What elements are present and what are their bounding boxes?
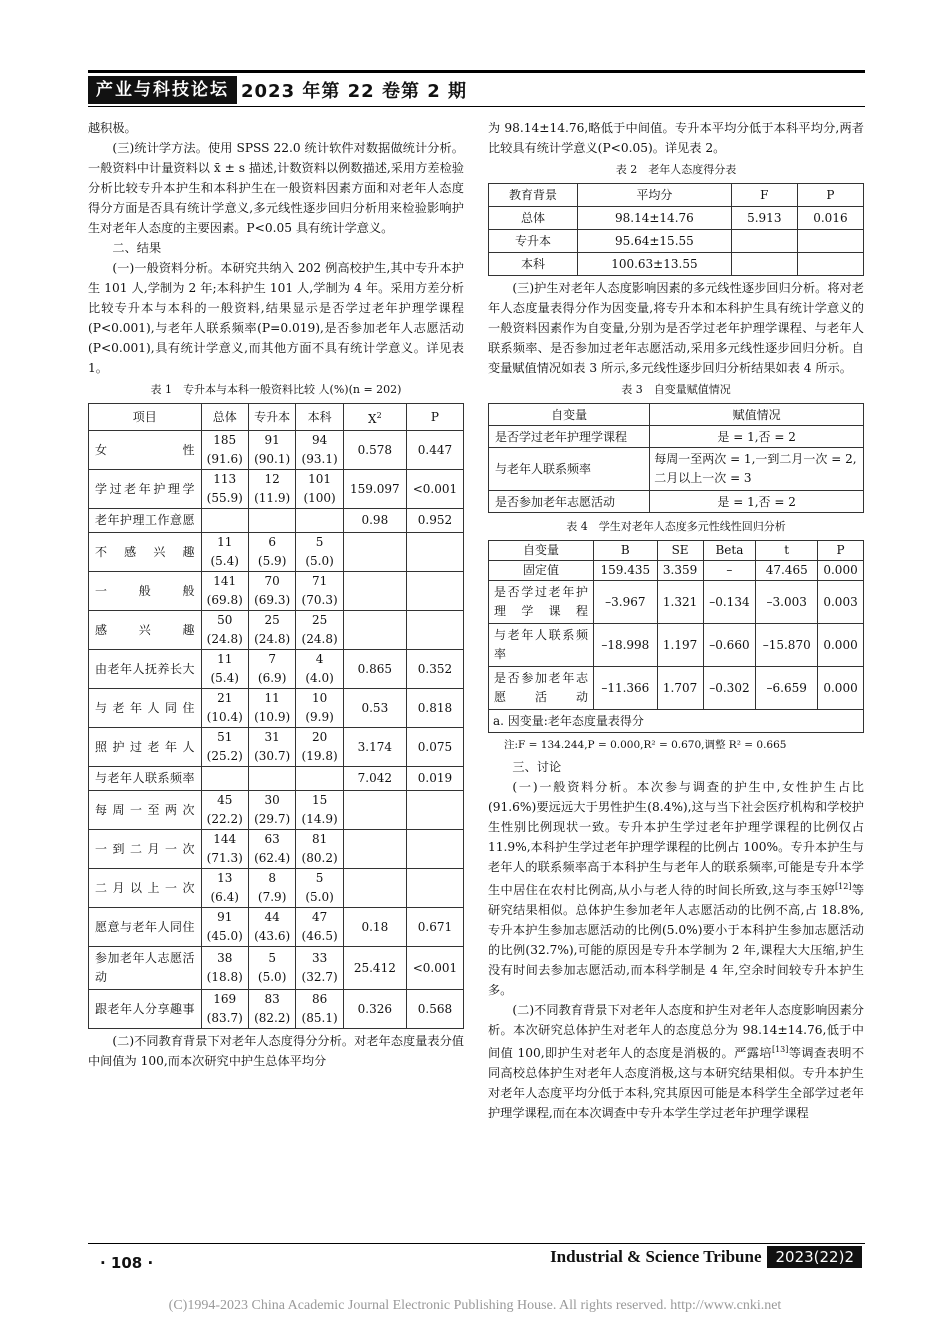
cell: –6.659: [756, 667, 818, 710]
cell: 0.53: [343, 689, 406, 728]
cell: 20 (19.8): [296, 728, 343, 767]
cell: 是否学过老年护理学课程: [489, 426, 650, 448]
cell: [201, 509, 248, 533]
row-label: 跟老年人分享趣事: [89, 990, 202, 1029]
cell: 0.18: [343, 908, 406, 947]
table-row: [89, 869, 464, 908]
row-label: 是否参加老年志愿活动: [489, 667, 594, 710]
table3-caption: 表 3 自变量赋值情况: [621, 383, 731, 396]
cell: 159.097: [343, 470, 406, 509]
cell: 1.197: [657, 624, 703, 667]
table-row: [489, 561, 864, 581]
cell: 47 (46.5): [296, 908, 343, 947]
header-top-rule: [88, 70, 865, 73]
table-row: [89, 990, 464, 1029]
cell: 0.671: [406, 908, 463, 947]
cell: [731, 230, 797, 253]
row-label: 愿意与老年人同住: [89, 908, 202, 947]
table-row: [489, 491, 864, 513]
table2-caption: 表 2 老年人态度得分表: [615, 163, 737, 176]
cell: 7.042: [343, 767, 406, 791]
cell: 113 (55.9): [201, 470, 248, 509]
table-header: 专升本: [248, 404, 295, 431]
table-header: P: [406, 404, 463, 431]
cell: 159.435: [594, 561, 658, 581]
cell: 7 (6.9): [248, 650, 295, 689]
cell: [248, 509, 295, 533]
table-header: 平均分: [578, 184, 732, 207]
table-row: [89, 431, 464, 470]
cell: 15 (14.9): [296, 791, 343, 830]
cell: 33 (32.7): [296, 947, 343, 990]
cell: 0.352: [406, 650, 463, 689]
cell: 44 (43.6): [248, 908, 295, 947]
cell: [797, 253, 863, 276]
cell: 91 (45.0): [201, 908, 248, 947]
cell: [296, 509, 343, 533]
cell: 3.359: [657, 561, 703, 581]
cell: [406, 572, 463, 611]
cell: 141 (69.8): [201, 572, 248, 611]
cell: 25.412: [343, 947, 406, 990]
paragraph: 为 98.14±14.76,略低于中间值。专升本平均分低于本科平均分,两者比较具有统计学意义(P<0.05)。详见表 2。: [488, 121, 864, 155]
cell: 0.568: [406, 990, 463, 1029]
paragraph: [488, 1000, 864, 1123]
cell: [343, 830, 406, 869]
table-row: [489, 667, 864, 710]
row-label: 老年护理工作意愿: [89, 509, 202, 533]
cell: [406, 791, 463, 830]
cell: 0.016: [797, 207, 863, 230]
cell: 45 (22.2): [201, 791, 248, 830]
copyright-watermark: (C)1994-2023 China Academic Journal Electronic Publishing House. All rights reserved. http://www.cnki.net: [168, 1298, 782, 1313]
citation[interactable]: [13]: [771, 1045, 789, 1055]
cell: 50 (24.8): [201, 611, 248, 650]
table-header: 自变量: [489, 541, 594, 561]
cell: 38 (18.8): [201, 947, 248, 990]
cell: 1.321: [657, 581, 703, 624]
journal-issue: 2023 年第 22 卷第 2 期: [241, 81, 468, 102]
row-label: 不感兴趣: [89, 533, 202, 572]
cell: 100.63±13.55: [578, 253, 732, 276]
table-row: [89, 947, 464, 990]
cell: 5.913: [731, 207, 797, 230]
table-header: 赋值情况: [650, 404, 864, 426]
table-header: P: [797, 184, 863, 207]
table-row: [89, 572, 464, 611]
journal-english-name: Industrial & Science Tribune: [550, 1247, 762, 1266]
table-row: [89, 509, 464, 533]
cell: 3.174: [343, 728, 406, 767]
cell: 5 (5.0): [248, 947, 295, 990]
footer-journal: [550, 1246, 862, 1268]
cell: 95.64±15.55: [578, 230, 732, 253]
cell: 81 (80.2): [296, 830, 343, 869]
cell: 83 (82.2): [248, 990, 295, 1029]
table-row: [89, 611, 464, 650]
cell: 0.578: [343, 431, 406, 470]
cell: 4 (4.0): [296, 650, 343, 689]
table1-caption: 表 1 专升本与本科一般资料比较 人(%)(n = 202): [150, 383, 402, 396]
footer-rule: [88, 1243, 865, 1244]
cell: 0.952: [406, 509, 463, 533]
cell: [797, 230, 863, 253]
cell: 98.14±14.76: [578, 207, 732, 230]
row-label: 固定值: [489, 561, 594, 581]
table1: [88, 403, 464, 1029]
journal-brand: 产业与科技论坛: [88, 76, 237, 104]
cell: 本科: [489, 253, 578, 276]
cell: [406, 830, 463, 869]
cell: –11.366: [594, 667, 658, 710]
cell: 10 (9.9): [296, 689, 343, 728]
table-row: [489, 253, 864, 276]
cell: 0.98: [343, 509, 406, 533]
paragraph: (一)一般资料分析。本研究共纳入 202 例高校护生,其中专升本护生 101 人,学制为 2 年;本科护生 101 人,学制为 4 年。采用方差分析比较专升本与本科的一般资料,结果显示是否学过老年护理学课程(P<0.001),与老年人联系频率(P=0.019),是否参加老年人志愿活动(P<0.001),具有统计学意义,而其他方面不具有统计学意义。详见表 1。: [88, 261, 464, 375]
row-label: 一到二月一次: [89, 830, 202, 869]
cell: 0.000: [818, 561, 864, 581]
row-label: 与老年人同住: [89, 689, 202, 728]
cell: 0.818: [406, 689, 463, 728]
text-span: 等调查表明不同高校总体护生对老年人态度消极,这与本研究结果相似。专升本护生对老年人态度平均分低于本科,究其原因可能是本科学生全部学过老年护理学课程,而在本次调查中专升本学生学过老年护理学课程: [488, 1046, 865, 1121]
table-row: [89, 533, 464, 572]
cell: 169 (83.7): [201, 990, 248, 1029]
cell: [406, 533, 463, 572]
cell: 21 (10.4): [201, 689, 248, 728]
cell: 94 (93.1): [296, 431, 343, 470]
cell: –: [703, 561, 756, 581]
table-row: [89, 470, 464, 509]
table-header: 总体: [201, 404, 248, 431]
cell: 144 (71.3): [201, 830, 248, 869]
table-row: [89, 728, 464, 767]
row-label: 是否学过老年护理学课程: [489, 581, 594, 624]
table-header: 项目: [89, 404, 202, 431]
row-label: 感兴趣: [89, 611, 202, 650]
cell: 71 (70.3): [296, 572, 343, 611]
cell: 与老年人联系频率: [489, 448, 650, 491]
cell: 30 (29.7): [248, 791, 295, 830]
cell: <0.001: [406, 947, 463, 990]
paragraph: 越积极。: [88, 121, 137, 135]
table-header: P: [818, 541, 864, 561]
section-heading: 二、结果: [112, 241, 162, 255]
table-row: [489, 448, 864, 491]
cell: 每周一至两次 = 1,一到二月一次 = 2,二月以上一次 = 3: [650, 448, 864, 491]
section-heading: 三、讨论: [512, 760, 562, 774]
cell: 是 = 1,否 = 2: [650, 491, 864, 513]
table-row: [89, 908, 464, 947]
cell: 0.447: [406, 431, 463, 470]
cell: 185 (91.6): [201, 431, 248, 470]
header-bottom-rule: [88, 106, 865, 107]
table-header: B: [594, 541, 658, 561]
cell: –0.302: [703, 667, 756, 710]
table-row: [489, 624, 864, 667]
row-label: 照护过老年人: [89, 728, 202, 767]
right-column: [488, 118, 864, 1123]
cell: 51 (25.2): [201, 728, 248, 767]
table-header: 本科: [296, 404, 343, 431]
text-span: (一)一般资料分析。本次参与调查的护生中,女性护生占比(91.6%)要远远大于男性护生(8.4%),这与当下社会医疗机构和学校护生性别比例现状一致。专升本护生学过老年护理学课程的比例仅占 11.9%,本科护生学过老年护理学课程的比例占 100%。专升本护生与老年人的联系频率高于本科护生与老年人的联系频率,可能是专升本学生中居住在农村比例高,从小与老人待的时间长所致,这与李玉婷: [488, 780, 864, 898]
paragraph: (三)统计学方法。使用 SPSS 22.0 统计软件对数据做统计分析。一般资料中计量资料以 x̄ ± s 描述,计数资料以例数描述,采用方差检验分析比较专升本护生和本科护生在一般资料因素方面和对老年人态度得分方面是否具有统计学意义,多元线性逐步回归分析用来检验影响护生对老年人态度的主要因素。P<0.05 具有统计学意义。: [88, 141, 464, 235]
row-label: 由老年人抚养长大: [89, 650, 202, 689]
cell: 0.865: [343, 650, 406, 689]
cell: [343, 611, 406, 650]
table-header: 教育背景: [489, 184, 578, 207]
cell: 8 (7.9): [248, 869, 295, 908]
text-span: 等研究结果相似。总体护生参加老年人志愿活动的比例不高,占 18.8%,专升本护生参加志愿活动的比例(5.0%)要小于本科护生参加志愿活动的比例(32.7%),可能的原因是专升本学制为 2 年,课程大大压缩,护生没有时间去参加志愿活动,而本科学制是 4 年,空余时间较专升本护生多。: [488, 883, 865, 998]
cell: 12 (11.9): [248, 470, 295, 509]
cell: –18.998: [594, 624, 658, 667]
row-label: 参加老年人志愿活动: [89, 947, 202, 990]
table2: [488, 183, 864, 276]
cell: –0.660: [703, 624, 756, 667]
cell: [343, 533, 406, 572]
table4: [488, 540, 864, 733]
table-header: t: [756, 541, 818, 561]
footer-issue: 2023(22)2: [767, 1246, 862, 1268]
cell: 91 (90.1): [248, 431, 295, 470]
cell: 专升本: [489, 230, 578, 253]
table-header: 自变量: [489, 404, 650, 426]
cell: 70 (69.3): [248, 572, 295, 611]
table-row: [489, 426, 864, 448]
cell: [731, 253, 797, 276]
table4-caption: 表 4 学生对老年人态度多元性线性回归分析: [566, 520, 786, 533]
cell: 63 (62.4): [248, 830, 295, 869]
row-label: 每周一至两次: [89, 791, 202, 830]
table-row: [489, 207, 864, 230]
cell: [343, 791, 406, 830]
row-label: 女性: [89, 431, 202, 470]
cell: 31 (30.7): [248, 728, 295, 767]
left-column: [88, 118, 464, 1071]
cell: 5 (5.0): [296, 533, 343, 572]
cell: 47.465: [756, 561, 818, 581]
row-label: 学过老年护理学: [89, 470, 202, 509]
cell: 0.075: [406, 728, 463, 767]
table-row: [89, 650, 464, 689]
table-row: [489, 581, 864, 624]
text-span: (二)不同教育背景下对老年人态度和护生对老年人态度影响因素分析。本次研究总体护生对老年人的态度总分为 98.14±14.76,低于中间值 100,即护生对老年人的态度是消极的。严露培: [488, 1003, 864, 1061]
paragraph: [488, 777, 864, 1000]
cell: 86 (85.1): [296, 990, 343, 1029]
table-footnote: a. 因变量:老年态度量表得分: [489, 710, 864, 733]
cell: 11 (5.4): [201, 533, 248, 572]
paragraph: (三)护生对老年人态度影响因素的多元线性逐步回归分析。将对老年人态度量表得分作为因变量,将专升本和本科护生具有统计学意义的一般资料因素作为自变量,分别为是否学过老年护理学课程、与老年人联系频率、是否参加过老年志愿活动,采用多元线性逐步回归分析。自变量赋值情况如表 3 所示,多元线性逐步回归分析结果如表 4 所示。: [488, 281, 864, 375]
table-row: [489, 230, 864, 253]
cell: 总体: [489, 207, 578, 230]
table-row: [89, 689, 464, 728]
cell: –3.967: [594, 581, 658, 624]
cell: [406, 611, 463, 650]
paragraph: (二)不同教育背景下对老年人态度得分分析。对老年态度量表分值中间值为 100,而本次研究中护生总体平均分: [88, 1034, 464, 1068]
citation[interactable]: [12]: [835, 882, 852, 891]
cell: 11 (5.4): [201, 650, 248, 689]
cell: [201, 767, 248, 791]
cell: 0.000: [818, 624, 864, 667]
cell: 是否参加老年志愿活动: [489, 491, 650, 513]
cell: <0.001: [406, 470, 463, 509]
cell: [248, 767, 295, 791]
cell: 101 (100): [296, 470, 343, 509]
cell: [406, 869, 463, 908]
table-row: [89, 830, 464, 869]
row-label: 一般般: [89, 572, 202, 611]
cell: [343, 572, 406, 611]
cell: 是 = 1,否 = 2: [650, 426, 864, 448]
cell: 1.707: [657, 667, 703, 710]
cell: 0.326: [343, 990, 406, 1029]
cell: 5 (5.0): [296, 869, 343, 908]
cell: [343, 869, 406, 908]
cell: 13 (6.4): [201, 869, 248, 908]
cell: 25 (24.8): [248, 611, 295, 650]
cell: 0.000: [818, 667, 864, 710]
cell: 0.019: [406, 767, 463, 791]
table3: [488, 403, 864, 513]
table-header: $X^2$: [343, 404, 406, 431]
cell: 25 (24.8): [296, 611, 343, 650]
cell: 6 (5.9): [248, 533, 295, 572]
cell: –3.003: [756, 581, 818, 624]
table-row: [89, 767, 464, 791]
cell: 11 (10.9): [248, 689, 295, 728]
table-header: F: [731, 184, 797, 207]
table-header: Beta: [703, 541, 756, 561]
row-label: 二月以上一次: [89, 869, 202, 908]
row-label: 与老年人联系频率: [489, 624, 594, 667]
cell: –0.134: [703, 581, 756, 624]
cell: –15.870: [756, 624, 818, 667]
page-number: · 108 ·: [100, 1254, 154, 1272]
cell: [296, 767, 343, 791]
table4-note: 注:F = 134.244,P = 0.000,R² = 0.670,调整 R² = 0.665: [504, 739, 787, 751]
cell: 0.003: [818, 581, 864, 624]
journal-header: [88, 76, 467, 104]
table-header: SE: [657, 541, 703, 561]
table-row: [89, 791, 464, 830]
row-label: 与老年人联系频率: [89, 767, 202, 791]
